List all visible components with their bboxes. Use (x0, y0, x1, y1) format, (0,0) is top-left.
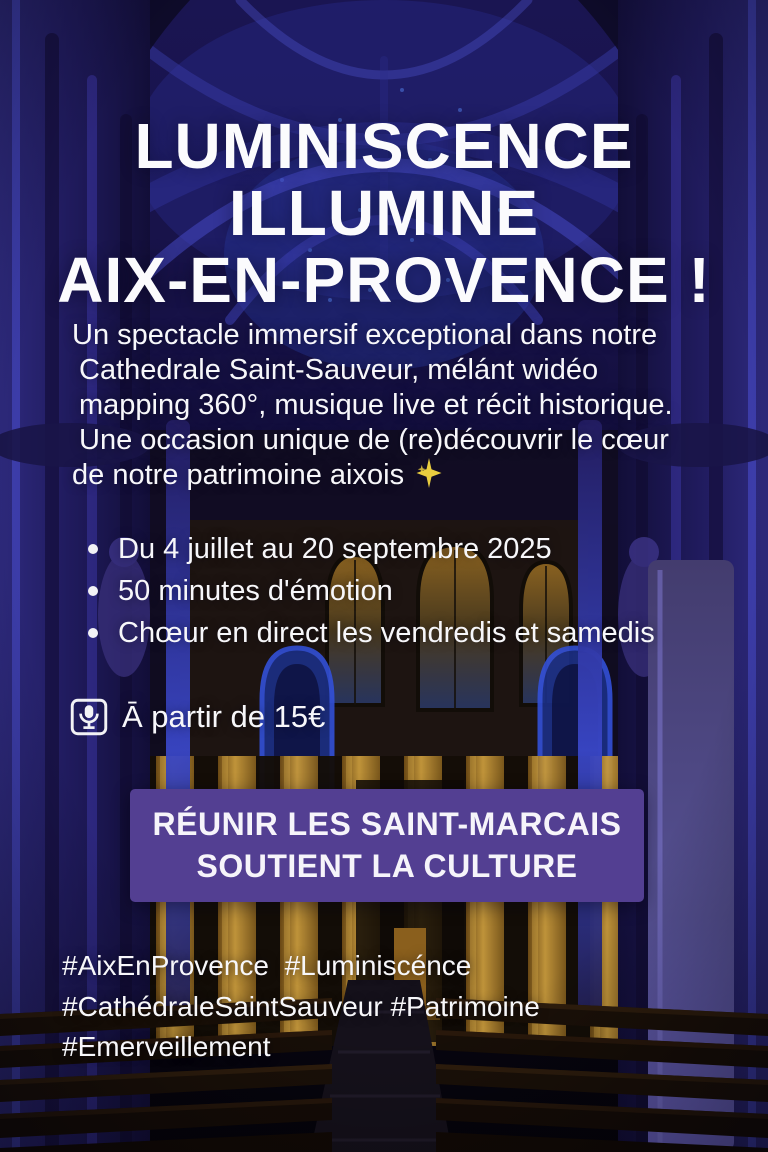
bullet-dot-icon (88, 628, 98, 638)
sponsor-banner (130, 789, 644, 902)
bullet-dot-icon (88, 586, 98, 596)
description-line-text: de notre patrimoine aixois (72, 459, 405, 491)
poster-title (0, 109, 768, 316)
title-line-3: AIX-EN-PROVENCE ! (57, 243, 711, 316)
price-text: Ā partir de 15€ (122, 699, 326, 734)
description-line: Cathedrale Saint-Sauveur, mélánt widéo (79, 354, 599, 386)
detail-text: 50 minutes d'émotion (118, 574, 393, 607)
title-line-2: ILLUMINE (228, 176, 540, 249)
hashtag-line: #Emerveillement (62, 1031, 271, 1062)
banner-line-2: SOUTIENT LA CULTURE (196, 848, 578, 884)
hashtag-line: #CathédraleSaintSauveur #Patrimoine (62, 990, 540, 1022)
bullet-dot-icon (88, 544, 98, 554)
description-line: mapping 360°, musique live et récit historique. (79, 389, 673, 421)
price-row (70, 698, 325, 736)
description-line: Une occasion unique de (re)découvrir le cœur (79, 424, 669, 456)
description-line: Un spectacle immersif exceptional dans notre (72, 319, 658, 351)
detail-item-choir (88, 612, 655, 654)
title-line-1: LUMINISCENCE (134, 109, 634, 182)
event-details-list (88, 528, 655, 654)
detail-text: Du 4 juillet au 20 septembre 2025 (118, 532, 552, 565)
hashtag-line: #AixEnProvence #Luminiscénce (62, 950, 472, 981)
poster-description (72, 318, 720, 493)
hashtags (62, 946, 540, 1068)
sparkle-icon (414, 458, 444, 488)
banner-line-1: RÉUNIR LES SAINT-MARCAIS (152, 806, 622, 842)
mic-frame-icon (70, 698, 108, 736)
detail-item-duration (88, 570, 655, 612)
description-line-last (72, 458, 720, 493)
detail-text: Chœur en direct les vendredis et samedis (118, 616, 655, 649)
detail-item-dates (88, 528, 655, 570)
